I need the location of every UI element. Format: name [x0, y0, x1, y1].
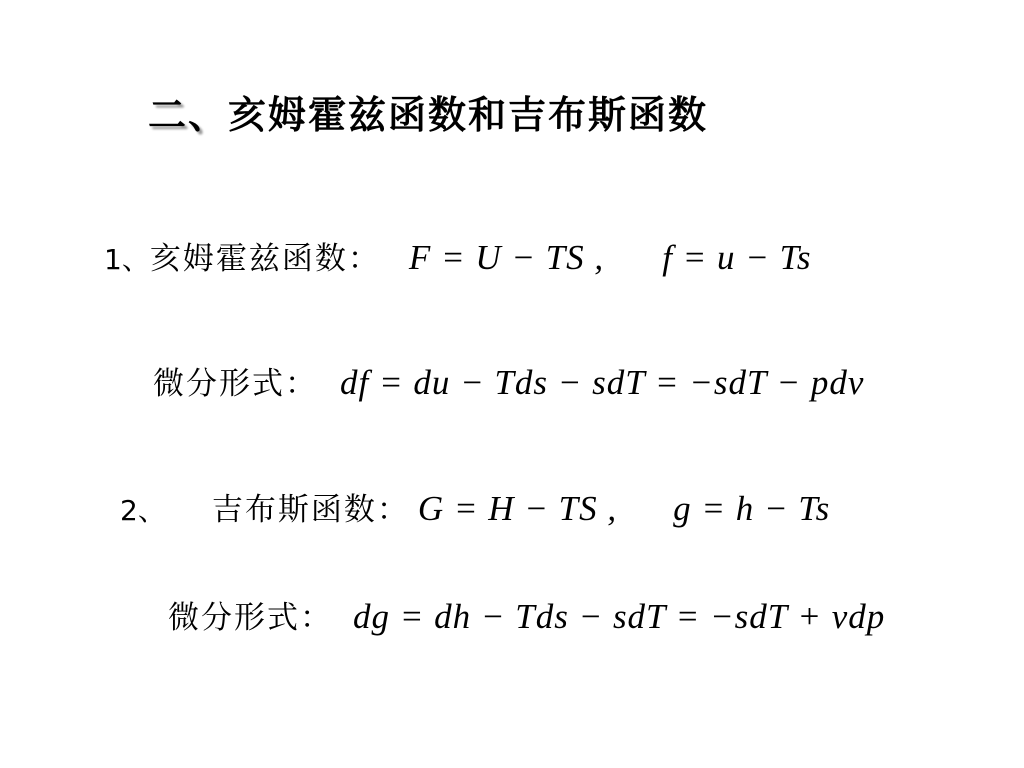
gibbs-formula-total: G = H − TS , [417, 489, 618, 528]
gibbs-label: 吉布斯函数： [211, 492, 410, 528]
title-prefix: 二、 [148, 92, 229, 137]
helmholtz-formula-total: F = U − TS , [408, 238, 605, 277]
helmholtz-definition [104, 233, 812, 278]
differential-label: 微分形式： [153, 366, 318, 402]
slide-title [148, 84, 708, 139]
helmholtz-formula-specific: f = u − Ts [662, 238, 812, 277]
helmholtz-label: 亥姆霍兹函数： [149, 241, 381, 277]
differential-label: 微分形式： [168, 600, 333, 636]
helmholtz-differential [153, 358, 864, 403]
gibbs-differential [168, 592, 885, 637]
title-text: 亥姆霍兹函数和吉布斯函数 [228, 92, 709, 137]
gibbs-definition [120, 484, 830, 529]
gibbs-differential-formula: dg = dh − Tds − sdT = −sdT + vdp [353, 597, 886, 636]
item-number: 2、 [120, 494, 166, 527]
helmholtz-differential-formula: df = du − Tds − sdT = −sdT − pdv [340, 363, 865, 402]
item-number: 1、 [104, 243, 150, 276]
gibbs-formula-specific: g = h − Ts [673, 489, 831, 528]
